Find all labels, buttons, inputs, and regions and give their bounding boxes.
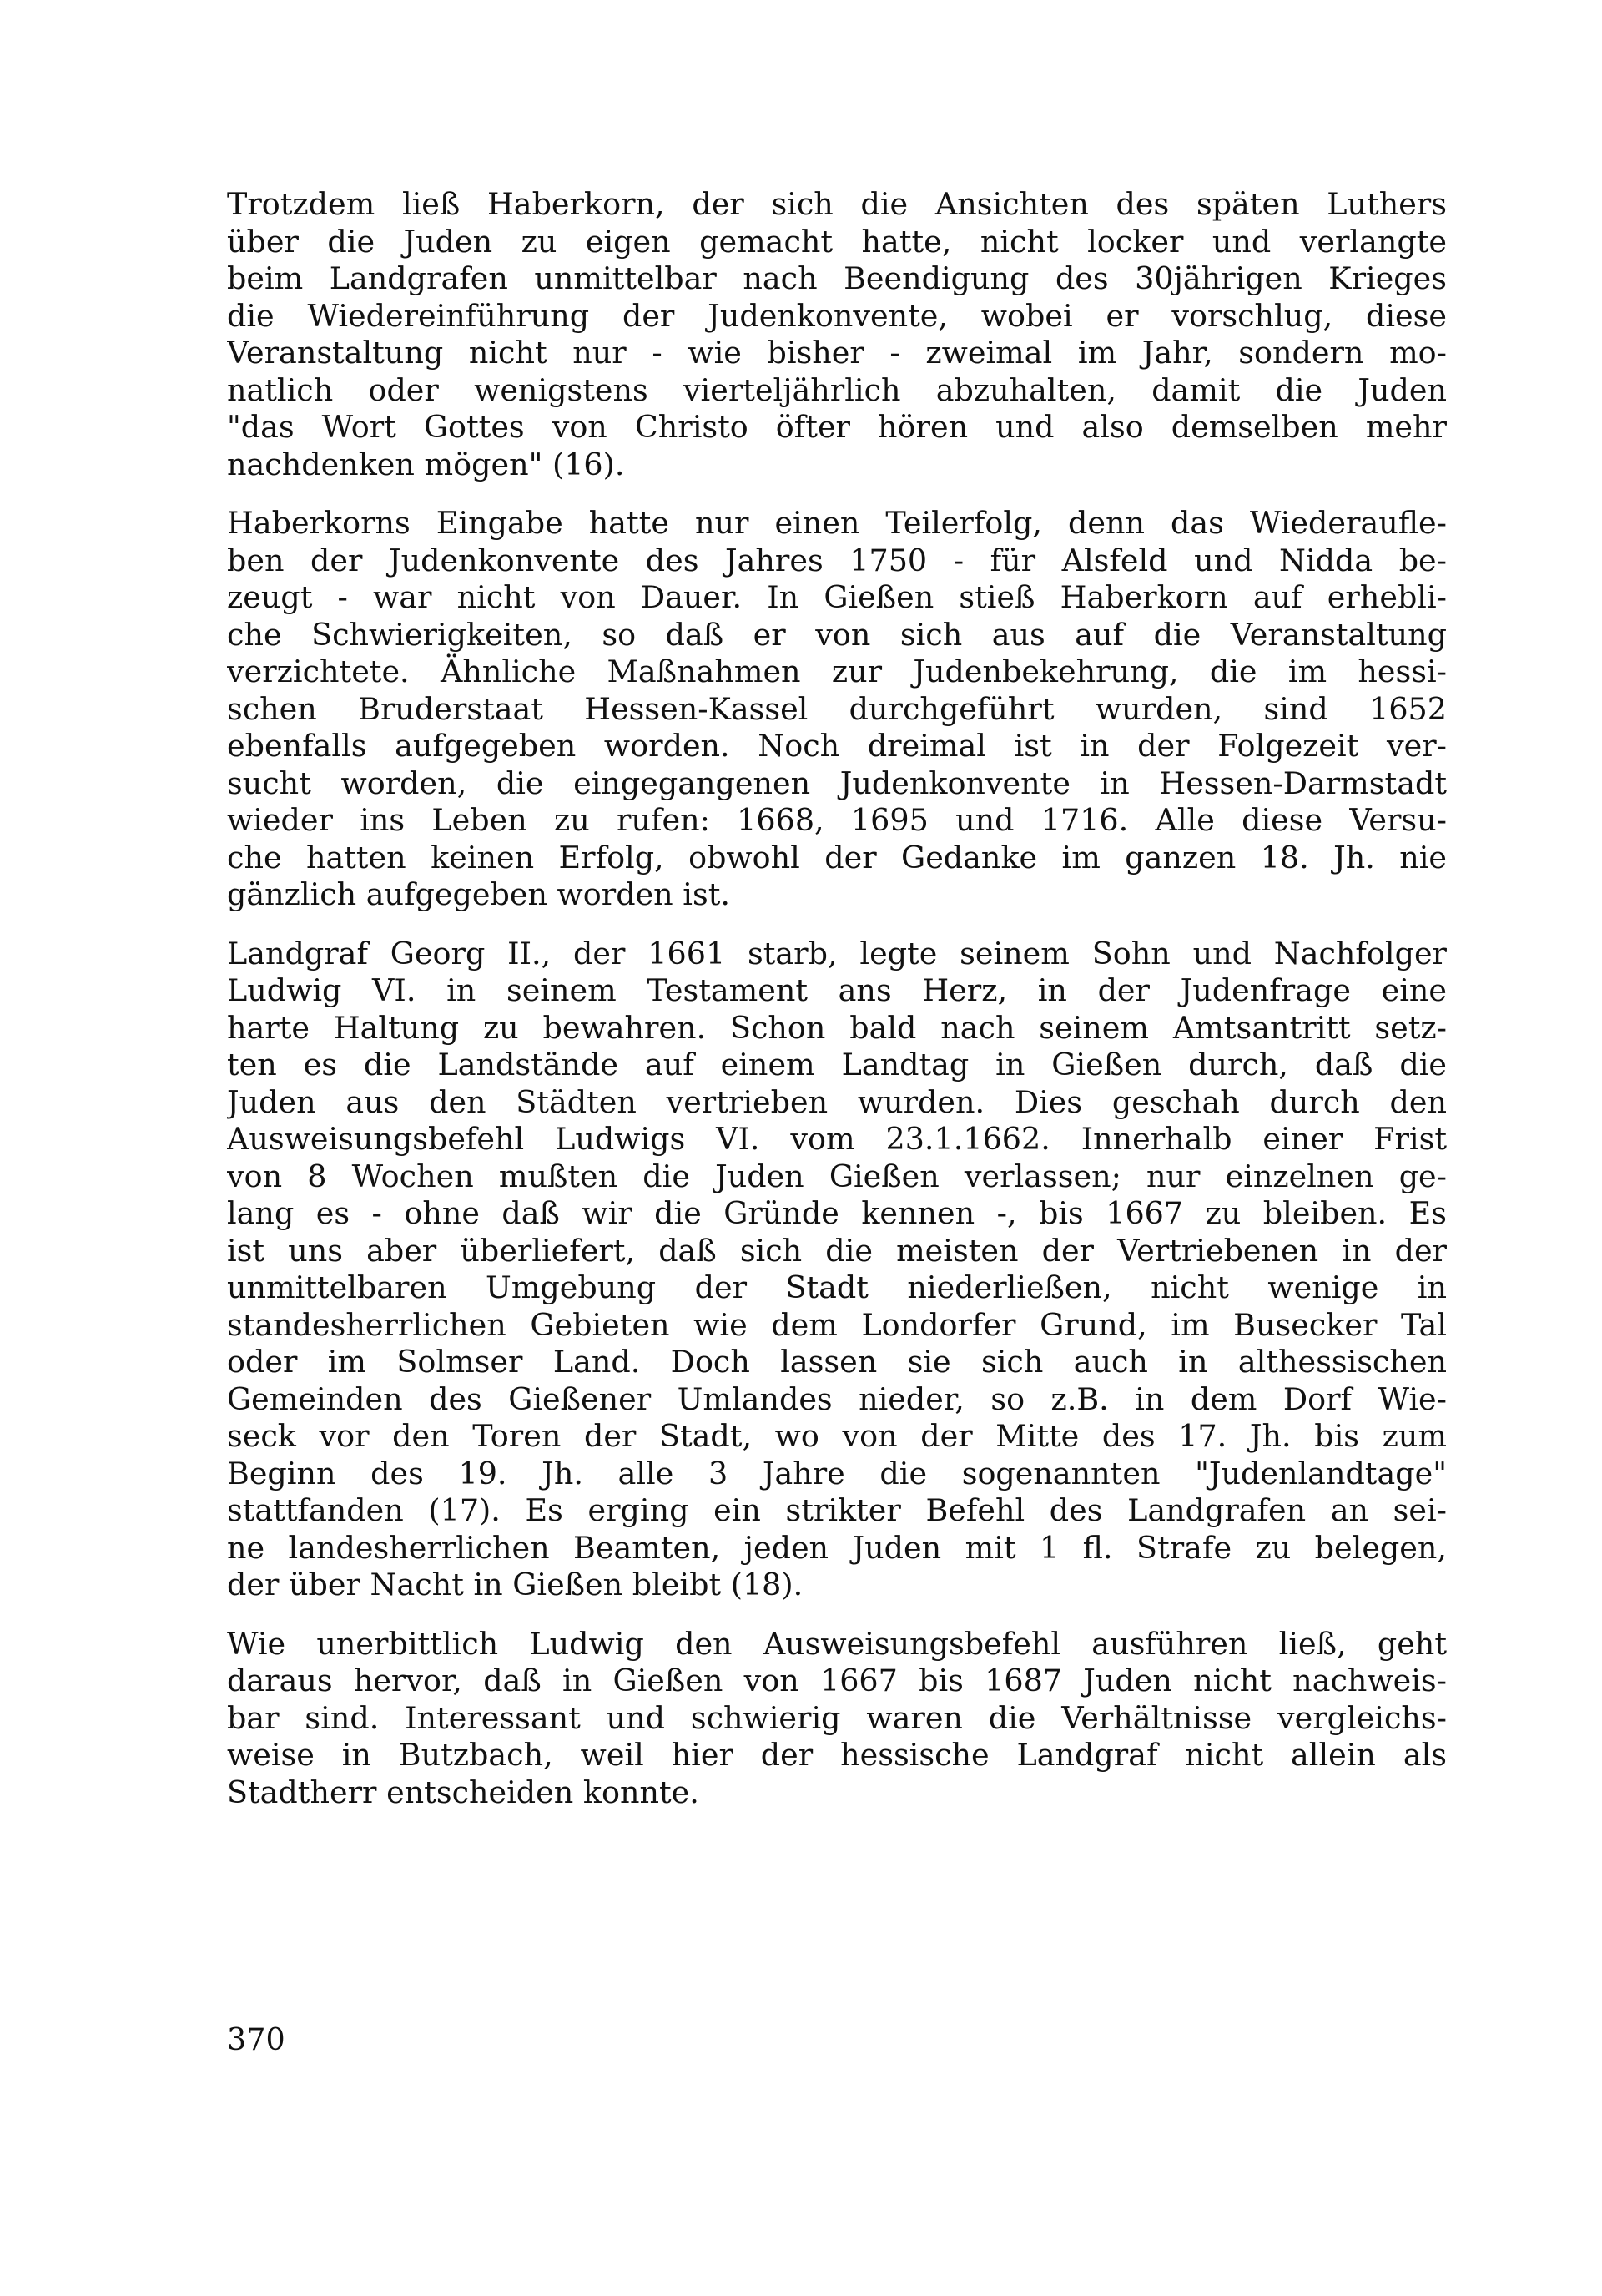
text-line: lang es - ohne daß wir die Gründe kennen -, bis 1667 zu bleiben. Es [227,1195,1447,1231]
text-line: über die Juden zu eigen gemacht hatte, nicht locker und verlangte [227,223,1447,260]
text-line: die Wiedereinführung der Judenkonvente, wobei er vorschlug, diese [227,297,1447,334]
paragraph [227,505,1447,914]
paragraph [227,936,1447,1604]
text-line: der über Nacht in Gießen bleibt (18). [227,1567,804,1602]
text-line: daraus hervor, daß in Gießen von 1667 bis 1687 Juden nicht nachweis- [227,1663,1447,1698]
text-line: unmittelbaren Umgebung der Stadt niederließen, nicht wenige in [227,1269,1447,1305]
text-line: beim Landgrafen unmittelbar nach Beendigung des 30jährigen Krieges [227,260,1447,296]
text-line: von 8 Wochen mußten die Juden Gießen verlassen; nur einzelnen ge- [227,1158,1447,1194]
text-line: Wie unerbittlich Ludwig den Ausweisungsbefehl ausführen ließ, geht [227,1625,1447,1662]
text-line: bar sind. Interessant und schwierig waren die Verhältnisse vergleichs- [227,1699,1447,1736]
text-line: Landgraf Georg II., der 1661 starb, legte seinem Sohn und Nachfolger [227,935,1447,971]
paragraph [227,186,1447,483]
text-line: Trotzdem ließ Haberkorn, der sich die Ansichten des späten Luthers [227,186,1447,222]
text-line: ne landesherrlichen Beamten, jeden Juden mit 1 fl. Strafe zu belegen, [227,1529,1447,1566]
body-text [227,186,1447,1833]
text-line: ist uns aber überliefert, daß sich die meisten der Vertriebenen in der [227,1232,1447,1269]
text-line: seck vor den Toren der Stadt, wo von der Mitte des 17. Jh. bis zum [227,1418,1447,1454]
text-line: ten es die Landstände auf einem Landtag in Gießen durch, daß die [227,1047,1447,1082]
text-line: ben der Judenkonvente des Jahres 1750 - für Alsfeld und Nidda be- [227,542,1447,578]
text-line: harte Haltung zu bewahren. Schon bald nach seinem Amtsantritt setz- [227,1009,1447,1046]
text-line: Veranstaltung nicht nur - wie bisher - zweimal im Jahr, sondern mo- [227,335,1447,371]
paragraph [227,1626,1447,1812]
text-line: standesherrlichen Gebieten wie dem Londorfer Grund, im Busecker Tal [227,1306,1447,1343]
text-line: stattfanden (17). Es erging ein strikter Befehl des Landgrafen an sei- [227,1492,1447,1528]
text-line: ebenfalls aufgegeben worden. Noch dreimal ist in der Folgezeit ver- [227,728,1447,764]
text-line: zeugt - war nicht von Dauer. In Gießen stieß Haberkorn auf erhebli- [227,579,1447,615]
text-line: Ausweisungsbefehl Ludwigs VI. vom 23.1.1662. Innerhalb einer Frist [227,1121,1447,1157]
text-line: Stadtherr entscheiden konnte. [227,1774,699,1810]
page-number: 370 [227,2021,285,2057]
text-line: verzichtete. Ähnliche Maßnahmen zur Judenbekehrung, die im hessi- [227,653,1447,689]
text-line: oder im Solmser Land. Doch lassen sie sich auch in althessischen [227,1344,1447,1380]
text-line: Gemeinden des Gießener Umlandes nieder, so z.B. in dem Dorf Wie- [227,1380,1447,1417]
text-line: Haberkorns Eingabe hatte nur einen Teilerfolg, denn das Wiederaufle- [227,505,1447,541]
text-line: gänzlich aufgegeben worden ist. [227,876,730,912]
text-line: weise in Butzbach, weil hier der hessische Landgraf nicht allein als [227,1737,1447,1773]
text-line: che hatten keinen Erfolg, obwohl der Gedanke im ganzen 18. Jh. nie [227,839,1447,876]
text-line: Ludwig VI. in seinem Testament ans Herz, in der Judenfrage eine [227,972,1447,1008]
text-line: schen Bruderstaat Hessen-Kassel durchgeführt wurden, sind 1652 [227,690,1447,727]
text-line: che Schwierigkeiten, so daß er von sich aus auf die Veranstaltung [227,616,1447,653]
text-line: Juden aus den Städten vertrieben wurden. Dies geschah durch den [227,1083,1447,1120]
text-line: natlich oder wenigstens vierteljährlich abzuhalten, damit die Juden [227,371,1447,408]
text-line: Beginn des 19. Jh. alle 3 Jahre die sogenannten "Judenlandtage" [227,1455,1447,1491]
text-line: nachdenken mögen" (16). [227,446,625,482]
text-line: wieder ins Leben zu rufen: 1668, 1695 und 1716. Alle diese Versu- [227,802,1447,838]
text-line: sucht worden, die eingegangenen Judenkonvente in Hessen-Darmstadt [227,764,1447,801]
text-line: "das Wort Gottes von Christo öfter hören und also demselben mehr [227,409,1447,445]
